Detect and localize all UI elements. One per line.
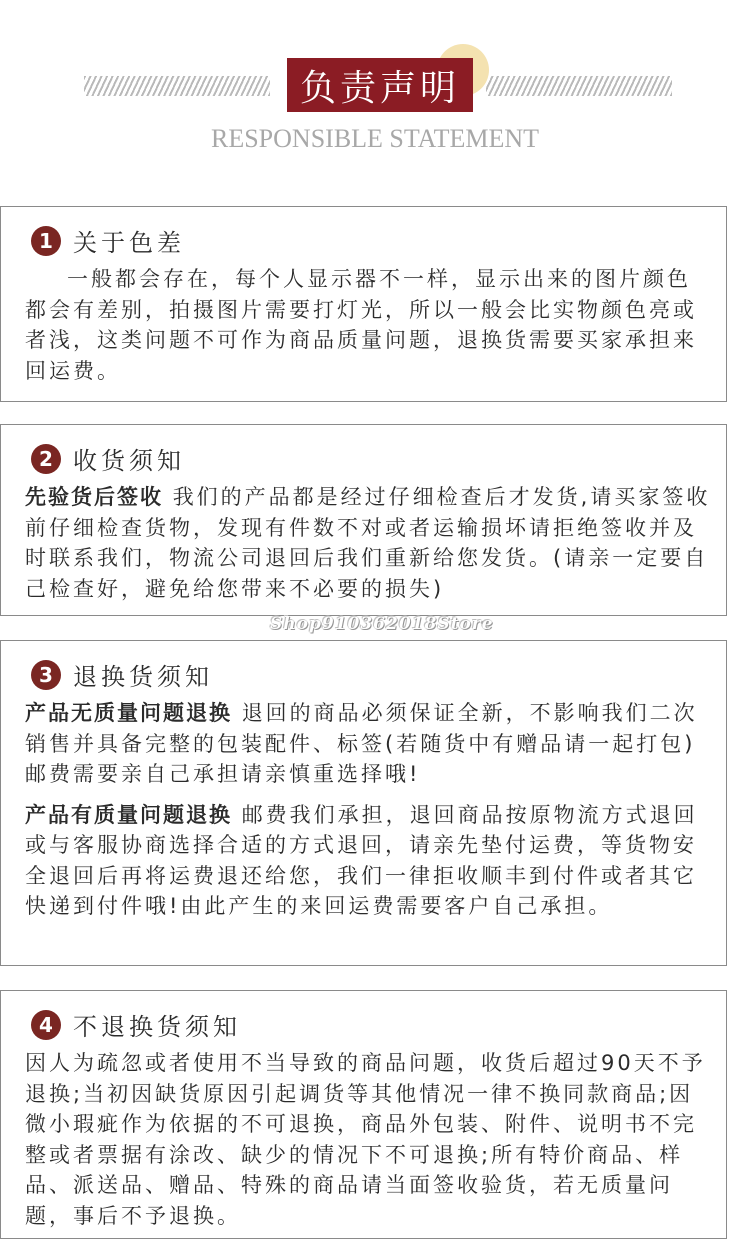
store-watermark: Shop910362018Store: [270, 614, 494, 634]
section-return-exchange: [0, 640, 727, 966]
section-paragraph: 产品无质量问题退换 退回的商品必须保证全新，不影响我们二次销售并具备完整的包装配件、标签(若随货中有赠品请一起打包)邮费需要亲自己承担请亲慎重选择哦!: [25, 701, 698, 786]
section-paragraph: 先验货后签收 我们的产品都是经过仔细检查后才发货,请买家签收前仔细检查货物，发现有件数不对或者运输损坏请拒绝签收并及时联系我们，物流公司退回后我们重新给您发货。(请亲一定要自己检查好，避免给您带来不必要的损失): [25, 485, 711, 601]
section-no-return: [0, 990, 727, 1239]
section-title: 关于色差: [73, 229, 185, 257]
section-title: 收货须知: [73, 447, 185, 475]
section-number-badge: 4: [31, 1010, 61, 1040]
page-title: 负责声明: [287, 58, 473, 112]
paragraph-lead: 先验货后签收: [25, 485, 163, 509]
section-number-badge: 1: [31, 226, 61, 256]
section-paragraph: 因人为疏忽或者使用不当导致的商品问题，收货后超过90天不予退换;当初因缺货原因引起调货等其他情况一律不换同款商品;因微小瑕疵作为依据的不可退换，商品外包装、附件、说明书不完整或者票据有涂改、缺少的情况下不可退换;所有特价商品、样品、派送品、赠品、特殊的商品请当面签收验货，若无质量问题，事后不予退换。: [25, 1051, 706, 1228]
decorative-hatch-right: [486, 76, 672, 96]
section-paragraph: 一般都会存在，每个人显示器不一样，显示出来的图片颜色都会有差别，拍摄图片需要打灯光，所以一般会比实物颜色亮或者浅，这类问题不可作为商品质量问题，退换货需要买家承担来回运费。: [25, 267, 697, 383]
header: [0, 0, 750, 200]
decorative-hatch-left: [84, 76, 270, 96]
section-paragraph: 产品有质量问题退换 邮费我们承担，退回商品按原物流方式退回或与客服协商选择合适的方式退回，请亲先垫付运费，等货物安全退回后再将运费退还给您，我们一律拒收顺丰到付件或者其它快递到付件哦!由此产生的来回运费需要客户自己承担。: [25, 802, 698, 918]
section-number-badge: 2: [31, 444, 61, 474]
paragraph-lead: 产品无质量问题退换: [25, 701, 232, 725]
page-subtitle: RESPONSIBLE STATEMENT: [211, 124, 539, 153]
section-color-difference: [0, 206, 727, 402]
section-receiving-notice: [0, 424, 727, 616]
paragraph-lead: 产品有质量问题退换: [25, 802, 232, 827]
section-title: 退换货须知: [73, 663, 213, 691]
section-number-badge: 3: [31, 660, 61, 690]
section-title: 不退换货须知: [73, 1013, 241, 1041]
